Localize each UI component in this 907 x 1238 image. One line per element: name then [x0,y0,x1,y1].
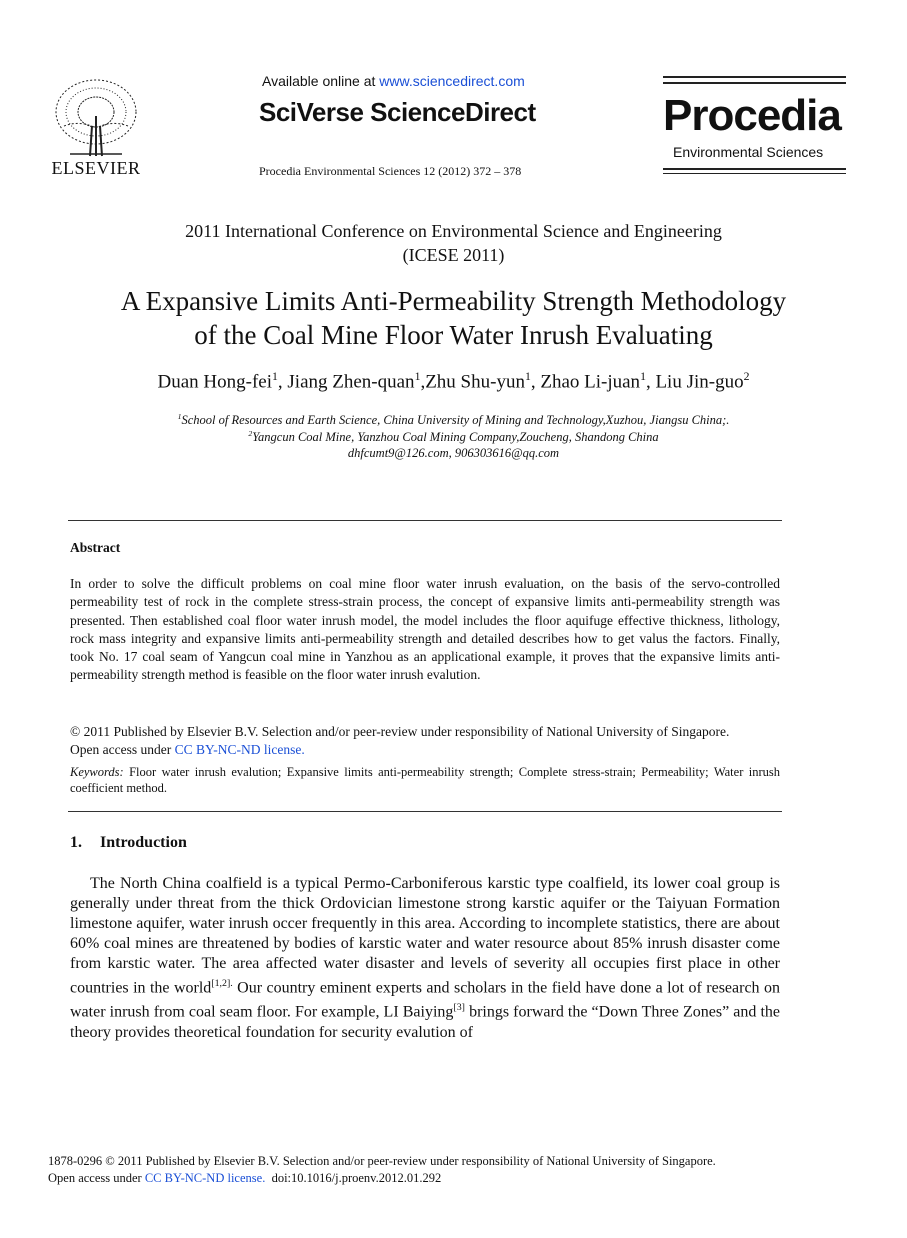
section-number: 1. [70,834,82,851]
abstract-bottom-rule [68,811,782,812]
intro-text-part3: brings forward the “Down Three Zones” and the theory provides theoretical foundation for security evalution of [70,1003,781,1041]
affiliation-2-text: Yangcun Coal Mine, Yanzhou Coal Mining Company,Zoucheng, Shandong China [252,430,659,445]
affiliation-1-sup: 1 [177,412,182,421]
author-list [0,370,907,393]
footer-issn-copyright: 1878-0296 © 2011 Published by Elsevier B.V. Selection and/or peer-review under responsibility of National University of Singapore. [48,1154,716,1168]
conference-name: 2011 International Conference on Environmental Science and Engineering [185,221,722,241]
sciverse-sciencedirect-logo: SciVerse ScienceDirect [259,97,536,127]
author-affil-sup: 1 [272,370,278,383]
footer-open-access-prefix: Open access under [48,1171,145,1185]
author-affil-sup: 2 [743,370,750,383]
procedia-logo-subtitle: Environmental Sciences [673,144,824,160]
affiliation-1-text: School of Resources and Earth Science, China University of Mining and Technology,Xuzhou, Jiangsu China;. [181,413,730,428]
paper-title-line1: A Expansive Limits Anti-Permeability Strength Methodology [120,286,787,316]
conference-acronym: (ICESE 2011) [402,245,505,265]
citation-3: [3] [453,1002,465,1014]
author-name: Zhao Li-juan [540,371,641,393]
open-access-prefix: Open access under [70,742,175,757]
abstract-heading: Abstract [70,540,121,555]
footer-license-doi [48,1171,441,1186]
open-access-notice [70,742,305,758]
affiliation-2 [0,429,907,445]
keywords-text: Floor water inrush evalution; Expansive limits anti-permeability strength; Complete stress-strain; Permeability; Water inrush coefficient method. [70,765,780,795]
available-online-line [262,73,525,89]
author-name: Liu Jin-guo [655,371,744,393]
license-link[interactable]: CC BY-NC-ND license. [174,742,305,757]
section-title: Introduction [100,834,187,851]
section-heading-introduction [70,834,187,852]
author-affil-sup: 1 [640,370,646,383]
affiliation-1 [0,412,907,428]
author-name: Zhu Shu-yun [425,371,525,393]
paper-title-line2: of the Coal Mine Floor Water Inrush Evaluating [194,320,713,350]
abstract-body: In order to solve the difficult problems on coal mine floor water inrush evaluation, on the basis of the servo-controlled permeability test of rock in the complete stress-strain process, the concept of expansive limits anti-permeability strength was presented. Then established coal floor water inrush model, the model includes the floor aquifuge effective thickness, lithology, rock mass integrity and expansive limits anti-permeability strength and detailed describes how to get valus the factors. Finally, took No. 17 coal seam of Yangcun coal mine in Yanzhou as an applicational example, it proves that the expansive limits anti-permeability strength method is feasible on the floor water inrush evalution. [70,576,780,683]
author-separator: , [530,371,541,393]
procedia-logo [663,76,846,174]
author-affil-sup: 1 [524,370,531,383]
citation-1-2: [1,2]. [211,978,233,989]
intro-text-part2: Our country eminent experts and scholars in the field have done a lot of research on water inrush from coal seam floor. For example, LI Baiying [70,979,780,1021]
affiliation-2-sup: 2 [248,429,253,438]
sciencedirect-link[interactable]: www.sciencedirect.com [379,73,525,89]
journal-reference: Procedia Environmental Sciences 12 (2012) 372 – 378 [259,164,522,178]
author-separator: , [645,371,656,393]
elsevier-logo-text: ELSEVIER [51,158,141,178]
available-prefix: Available online at [262,73,380,89]
author-name: Duan Hong-fei [157,371,273,393]
keywords-label: Keywords: [70,765,124,779]
abstract-top-rule [68,520,782,521]
intro-text-part1: The North China coalfield is a typical Permo-Carboniferous karstic type coalfield, its lower coal group is generally under threat from the thick Ordovician limestone strong karstic aquifer or the Taiyuan Formation limestone aquifer, water inrush occer frequently in this area. According to incomplete statistics, there are about 60% coal mines are threatened by bodies of karstic water and water resource about 85% inrush disaster come from karstic water. The area affected water disaster and levels of severity all occupies first place in other countries in the world [70,875,780,997]
author-separator: , [277,371,288,393]
author-emails: dhfcumt9@126.com, 906303616@qq.com [347,446,560,460]
procedia-logo-title: Procedia [663,91,841,140]
copyright-notice: © 2011 Published by Elsevier B.V. Selection and/or peer-review under responsibility of National University of Singapore. [70,724,730,739]
introduction-paragraph [70,874,780,1043]
author-separator: , [420,371,426,393]
footer-doi: doi:10.1016/j.proenv.2012.01.292 [265,1171,442,1185]
introduction-body [70,874,780,1043]
footer-license-link[interactable]: CC BY-NC-ND license. [144,1171,266,1185]
author-affil-sup: 1 [414,370,421,383]
author-name: Jiang Zhen-quan [287,371,415,393]
keywords [70,764,780,796]
